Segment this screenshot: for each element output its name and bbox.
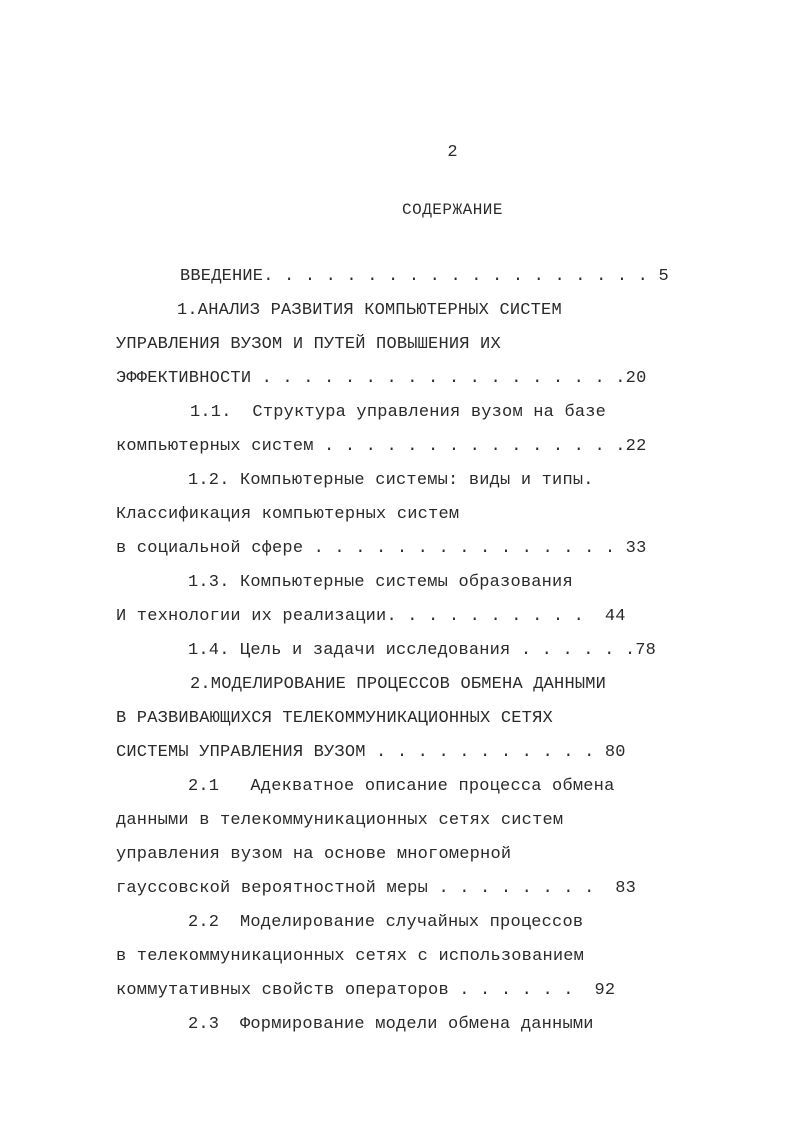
toc-line: ВВЕДЕНИЕ. . . . . . . . . . . . . . . . . . . 5 [180, 267, 669, 286]
toc-line: гауссовской вероятностной меры . . . . . . . . 83 [116, 879, 637, 898]
toc-line: СИСТЕМЫ УПРАВЛЕНИЯ ВУЗОМ . . . . . . . . . . . 80 [116, 743, 626, 762]
toc-line: ЭФФЕКТИВНОСТИ . . . . . . . . . . . . . . . . . .20 [116, 369, 647, 388]
toc-line: 1.2. Компьютерные системы: виды и типы. [188, 471, 594, 490]
toc-line: данными в телекоммуникационных сетях систем [116, 811, 564, 830]
toc-line: компьютерных систем . . . . . . . . . . . . . . .22 [116, 437, 647, 456]
toc-line: 1.АНАЛИЗ РАЗВИТИЯ КОМПЬЮТЕРНЫХ СИСТЕМ [177, 301, 562, 320]
toc-line: в телекоммуникационных сетях с использованием [116, 947, 585, 966]
toc-line: управления вузом на основе многомерной [116, 845, 512, 864]
toc-line: 2.3 Формирование модели обмена данными [188, 1015, 594, 1034]
toc-line: Классификация компьютерных систем [116, 505, 460, 524]
toc-line: 1.1. Структура управления вузом на базе [190, 403, 607, 422]
toc-line: И технологии их реализации. . . . . . . . . . 44 [116, 607, 626, 626]
toc-line: УПРАВЛЕНИЯ ВУЗОМ И ПУТЕЙ ПОВЫШЕНИЯ ИХ [116, 335, 501, 354]
toc-line: 2.2 Моделирование случайных процессов [188, 913, 584, 932]
page-title: СОДЕРЖАНИЕ [401, 201, 503, 219]
toc-line: 2.1 Адекватное описание процесса обмена [188, 777, 615, 796]
toc-line: коммутативных свойств операторов . . . . . . 92 [116, 981, 616, 1000]
toc-line: 1.4. Цель и задачи исследования . . . . . .78 [188, 641, 657, 660]
toc-line: 2.МОДЕЛИРОВАНИЕ ПРОЦЕССОВ ОБМЕНА ДАННЫМИ [190, 675, 607, 694]
toc-line: В РАЗВИВАЮЩИХСЯ ТЕЛЕКОММУНИКАЦИОННЫХ СЕТЯХ [116, 709, 553, 728]
toc-line: в социальной сфере . . . . . . . . . . . . . . . 33 [116, 539, 647, 558]
toc-line: 1.3. Компьютерные системы образования [188, 573, 573, 592]
page-number: 2 [447, 143, 458, 162]
